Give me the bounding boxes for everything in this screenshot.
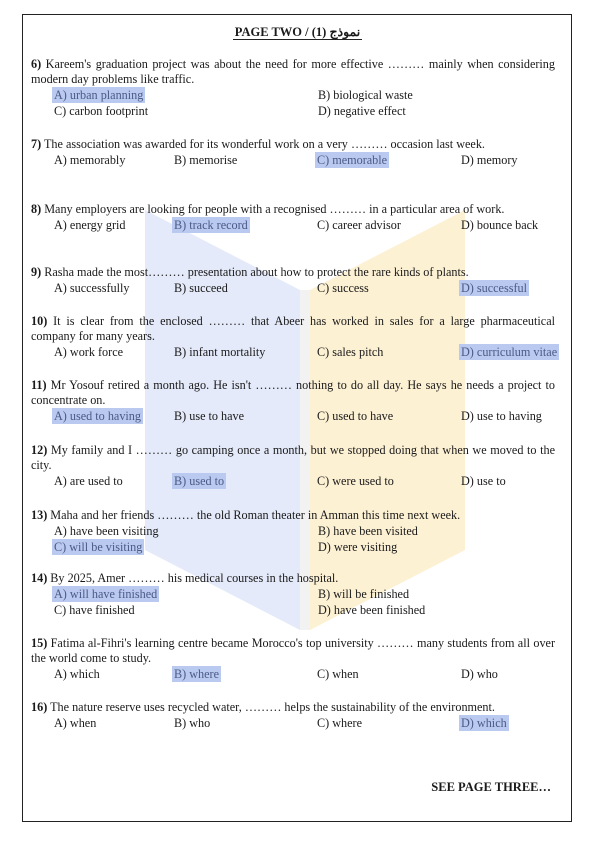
question-stem	[31, 571, 555, 586]
answer-option-c[interactable]: C) used to have	[317, 409, 394, 424]
answer-option-c-highlighted[interactable]: C) will be visiting	[54, 540, 143, 555]
answer-option-a[interactable]: A) memorably	[54, 153, 126, 168]
question-text: Maha and her friends ……… the old Roman theater in Amman this time next week.	[50, 508, 461, 522]
answer-option-d-highlighted[interactable]: D) curriculum vitae	[461, 345, 558, 360]
question-number: 12)	[31, 443, 48, 457]
question-7	[31, 137, 555, 168]
answer-option-d[interactable]: D) memory	[461, 153, 518, 168]
answer-option-c[interactable]: C) have finished	[54, 603, 135, 618]
question-8	[31, 202, 555, 233]
answer-options	[31, 715, 555, 731]
answer-option-a-highlighted[interactable]: A) will have finished	[54, 587, 158, 602]
page-title: نموذج (1) / PAGE TWO	[234, 25, 361, 39]
question-text: Mr Yosouf retired a month ago. He isn't ……… nothing to do all day. He says he needs a project to concentrate on.	[31, 378, 555, 408]
answer-option-d[interactable]: D) bounce back	[461, 218, 539, 233]
answer-option-b[interactable]: B) will be finished	[318, 587, 410, 602]
question-text: By 2025, Amer ……… his medical courses in the hospital.	[50, 571, 339, 585]
answer-option-b-highlighted[interactable]: B) used to	[174, 474, 225, 489]
answer-option-b[interactable]: B) memorise	[174, 153, 238, 168]
answer-option-d[interactable]: D) have been finished	[318, 603, 426, 618]
question-text: The nature reserve uses recycled water, ……… helps the sustainability of the environment.	[50, 700, 495, 714]
question-number: 6)	[31, 57, 42, 71]
question-15	[31, 636, 555, 682]
answer-option-c[interactable]: C) sales pitch	[317, 345, 384, 360]
question-number: 13)	[31, 508, 48, 522]
question-stem	[31, 314, 555, 344]
question-16	[31, 700, 555, 731]
answer-option-d-highlighted[interactable]: D) which	[461, 716, 507, 731]
answer-option-a[interactable]: A) work force	[54, 345, 124, 360]
question-text: My family and I ……… go camping once a month, but we stopped doing that when we moved to the city.	[31, 443, 556, 473]
question-stem	[31, 137, 555, 152]
question-number: 16)	[31, 700, 48, 714]
answer-option-d[interactable]: D) use to	[461, 474, 506, 489]
question-text: Rasha made the most……… presentation about how to protect the rare kinds of plants.	[44, 265, 469, 279]
question-text: Fatima al-Fihri's learning centre became Morocco's top university ……… many students from all over the world come to study.	[31, 636, 556, 666]
answer-option-a[interactable]: A) successfully	[54, 281, 130, 296]
answer-options	[31, 473, 555, 489]
question-number: 11)	[31, 378, 47, 392]
answer-options	[31, 152, 555, 168]
answer-option-c[interactable]: C) career advisor	[317, 218, 401, 233]
question-10	[31, 314, 558, 360]
question-text: Kareem's graduation project was about the need for more effective ……… mainly when considering modern day problems like traffic.	[31, 57, 555, 87]
question-11	[31, 378, 555, 424]
answer-option-b[interactable]: B) use to have	[174, 409, 245, 424]
answer-options	[31, 666, 555, 682]
answer-option-b[interactable]: B) have been visited	[318, 524, 418, 539]
question-number: 7)	[31, 137, 42, 151]
answer-option-c[interactable]: C) were used to	[317, 474, 394, 489]
question-text: It is clear from the enclosed ……… that Abeer has worked in sales for a large pharmaceutical company for many years.	[31, 314, 556, 344]
answer-option-b-highlighted[interactable]: B) where	[174, 667, 220, 682]
answer-option-a[interactable]: A) have been visiting	[54, 524, 159, 539]
answer-option-d[interactable]: D) use to having	[461, 409, 542, 424]
answer-option-b[interactable]: B) biological waste	[318, 88, 413, 103]
answer-options	[31, 408, 555, 424]
answer-option-b-highlighted[interactable]: B) track record	[174, 218, 248, 233]
answer-option-d-highlighted[interactable]: D) successful	[461, 281, 527, 296]
answer-option-b[interactable]: B) succeed	[174, 281, 228, 296]
answer-option-d[interactable]: D) who	[461, 667, 498, 682]
question-stem	[31, 378, 555, 408]
answer-option-a[interactable]: A) are used to	[54, 474, 123, 489]
answer-options	[31, 586, 555, 618]
question-stem	[31, 265, 555, 280]
answer-options	[31, 217, 555, 233]
answer-option-b[interactable]: B) infant mortality	[174, 345, 266, 360]
answer-option-c[interactable]: C) where	[317, 716, 363, 731]
footer-note: SEE PAGE THREE…	[431, 780, 551, 794]
answer-option-c[interactable]: C) carbon footprint	[54, 104, 149, 119]
answer-option-a[interactable]: A) which	[54, 667, 100, 682]
question-stem	[31, 700, 555, 715]
question-14	[31, 571, 555, 618]
answer-option-c-highlighted[interactable]: C) memorable	[317, 153, 388, 168]
question-number: 15)	[31, 636, 48, 650]
answer-options	[31, 523, 555, 555]
question-6	[31, 57, 555, 119]
question-text: Many employers are looking for people with a recognised ……… in a particular area of work.	[44, 202, 505, 216]
answer-option-c[interactable]: C) when	[317, 667, 359, 682]
question-stem	[31, 202, 555, 217]
question-number: 8)	[31, 202, 42, 216]
question-stem	[31, 57, 555, 87]
answer-options	[31, 344, 558, 360]
answer-option-b[interactable]: B) who	[174, 716, 211, 731]
answer-option-a[interactable]: A) energy grid	[54, 218, 126, 233]
question-text: The association was awarded for its wonderful work on a very ……… occasion last week.	[43, 137, 485, 151]
question-stem	[31, 636, 555, 666]
question-number: 10)	[31, 314, 48, 328]
question-stem	[31, 443, 555, 473]
answer-options	[31, 280, 555, 296]
question-9	[31, 265, 555, 296]
question-stem	[31, 508, 555, 523]
answer-option-a-highlighted[interactable]: A) urban planning	[54, 88, 144, 103]
question-number: 14)	[31, 571, 48, 585]
question-number: 9)	[31, 265, 42, 279]
answer-option-c[interactable]: C) success	[317, 281, 369, 296]
question-13	[31, 508, 555, 555]
answer-option-a[interactable]: A) when	[54, 716, 97, 731]
question-12	[31, 443, 555, 489]
answer-option-a-highlighted[interactable]: A) used to having	[54, 409, 141, 424]
answer-option-d[interactable]: D) negative effect	[318, 104, 406, 119]
answer-options	[31, 87, 555, 119]
answer-option-d[interactable]: D) were visiting	[318, 540, 398, 555]
